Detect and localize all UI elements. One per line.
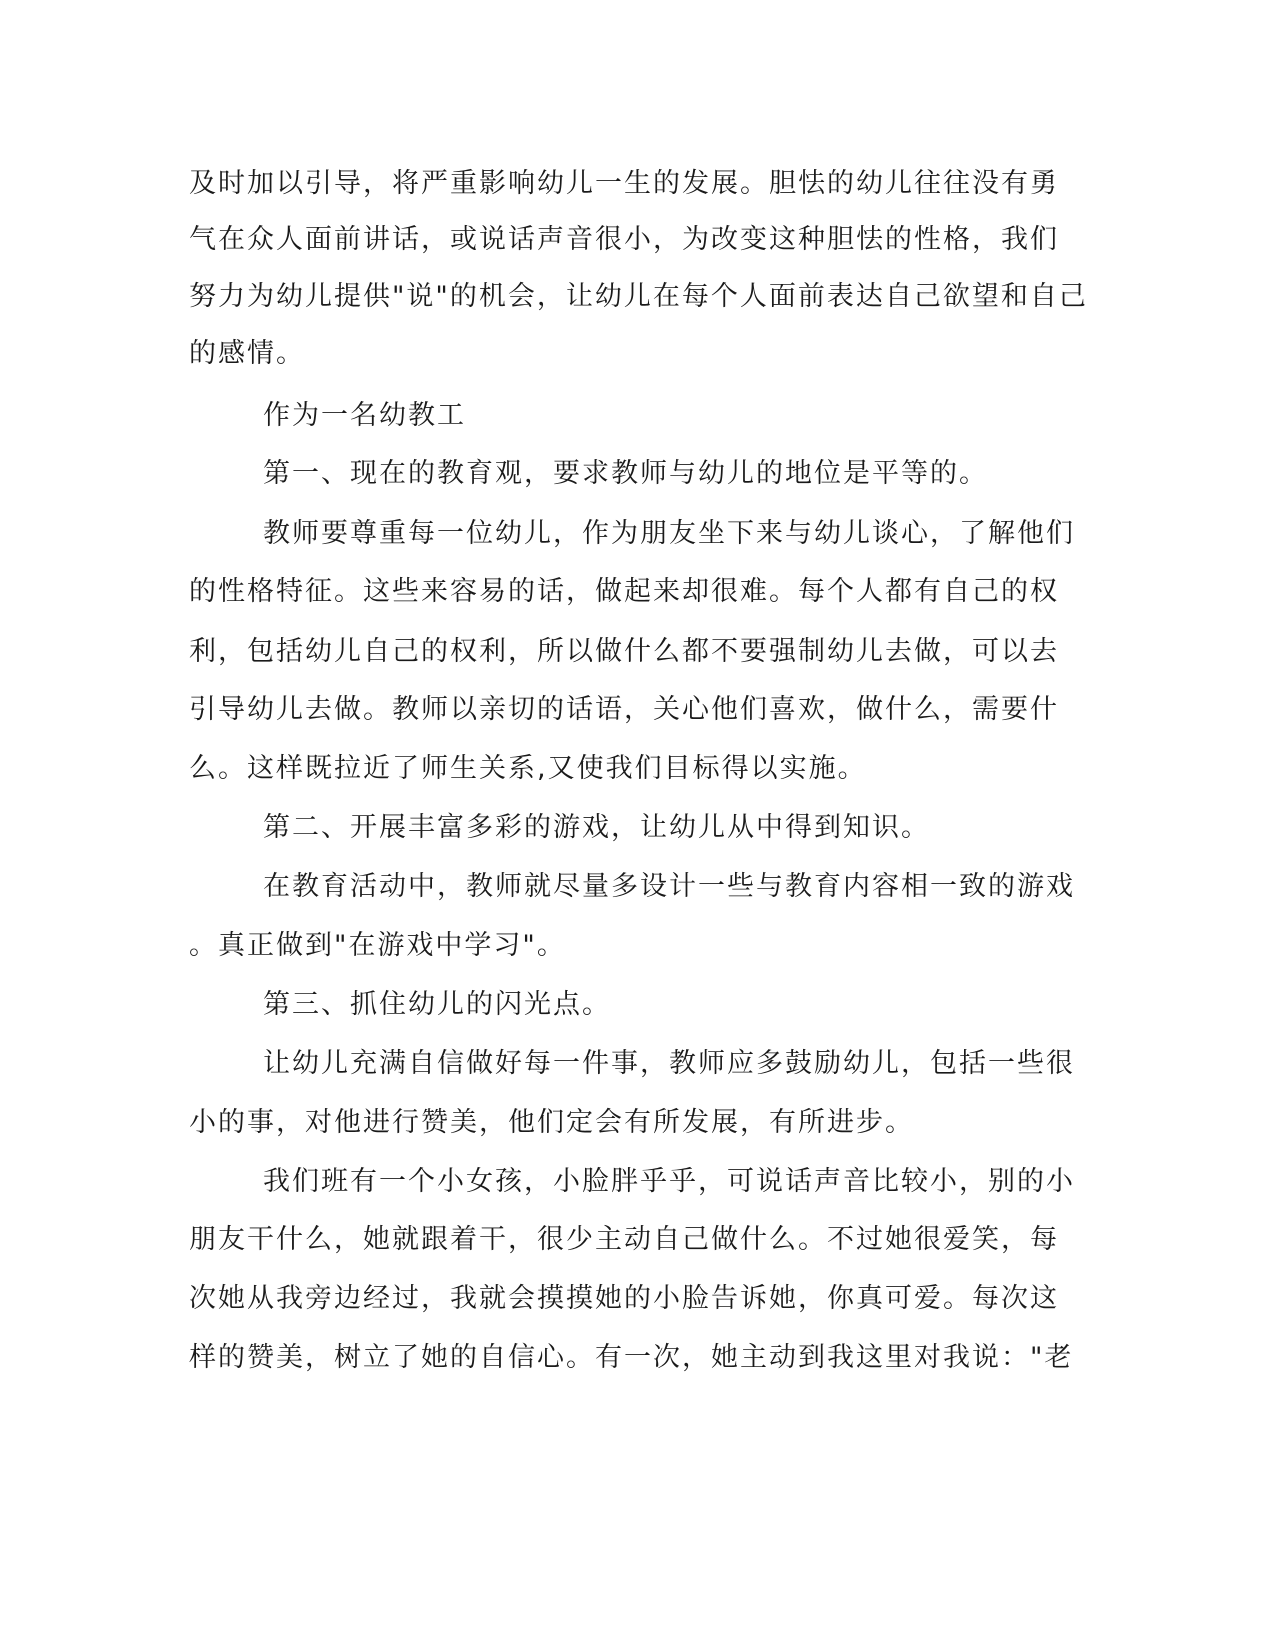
text-line: 及时加以引导，将严重影响幼儿一生的发展。胆怯的幼儿往往没有勇	[189, 168, 1059, 199]
text-line: 朋友干什么，她就跟着干，很少主动自己做什么。不过她很爱笑，每	[189, 1224, 1059, 1255]
text-line: 第二、开展丰富多彩的游戏，让幼儿从中得到知识。	[263, 812, 930, 843]
text-line: 在教育活动中，教师就尽量多设计一些与教育内容相一致的游戏	[263, 871, 1075, 902]
text-line: 努力为幼儿提供"说"的机会，让幼儿在每个人面前表达自己欲望和自己	[189, 281, 1088, 312]
text-line: 小的事，对他进行赞美，他们定会有所发展，有所进步。	[189, 1107, 914, 1138]
text-line: 气在众人面前讲话，或说话声音很小，为改变这种胆怯的性格，我们	[189, 224, 1059, 255]
text-line: 的性格特征。这些来容易的话，做起来却很难。每个人都有自己的权	[189, 576, 1059, 607]
text-line: 我们班有一个小女孩，小脸胖乎乎，可说话声音比较小，别的小	[263, 1166, 1075, 1197]
text-line: 作为一名幼教工	[263, 400, 466, 431]
text-line: 让幼儿充满自信做好每一件事，教师应多鼓励幼儿，包括一些很	[263, 1048, 1075, 1079]
text-line: 利，包括幼儿自己的权利，所以做什么都不要强制幼儿去做，可以去	[189, 636, 1059, 667]
text-line: 。真正做到"在游戏中学习"。	[189, 930, 566, 961]
text-line: 么。这样既拉近了师生关系,又使我们目标得以实施。	[189, 753, 867, 784]
text-line: 第三、抓住幼儿的闪光点。	[263, 989, 611, 1020]
text-line: 样的赞美，树立了她的自信心。有一次，她主动到我这里对我说："老	[189, 1342, 1074, 1373]
text-line: 的感情。	[189, 338, 305, 369]
text-line: 引导幼儿去做。教师以亲切的话语，关心他们喜欢，做什么，需要什	[189, 694, 1059, 725]
text-line: 第一、现在的教育观，要求教师与幼儿的地位是平等的。	[263, 458, 988, 489]
text-line: 教师要尊重每一位幼儿，作为朋友坐下来与幼儿谈心，了解他们	[263, 518, 1075, 549]
text-line: 次她从我旁边经过，我就会摸摸她的小脸告诉她，你真可爱。每次这	[189, 1283, 1059, 1314]
